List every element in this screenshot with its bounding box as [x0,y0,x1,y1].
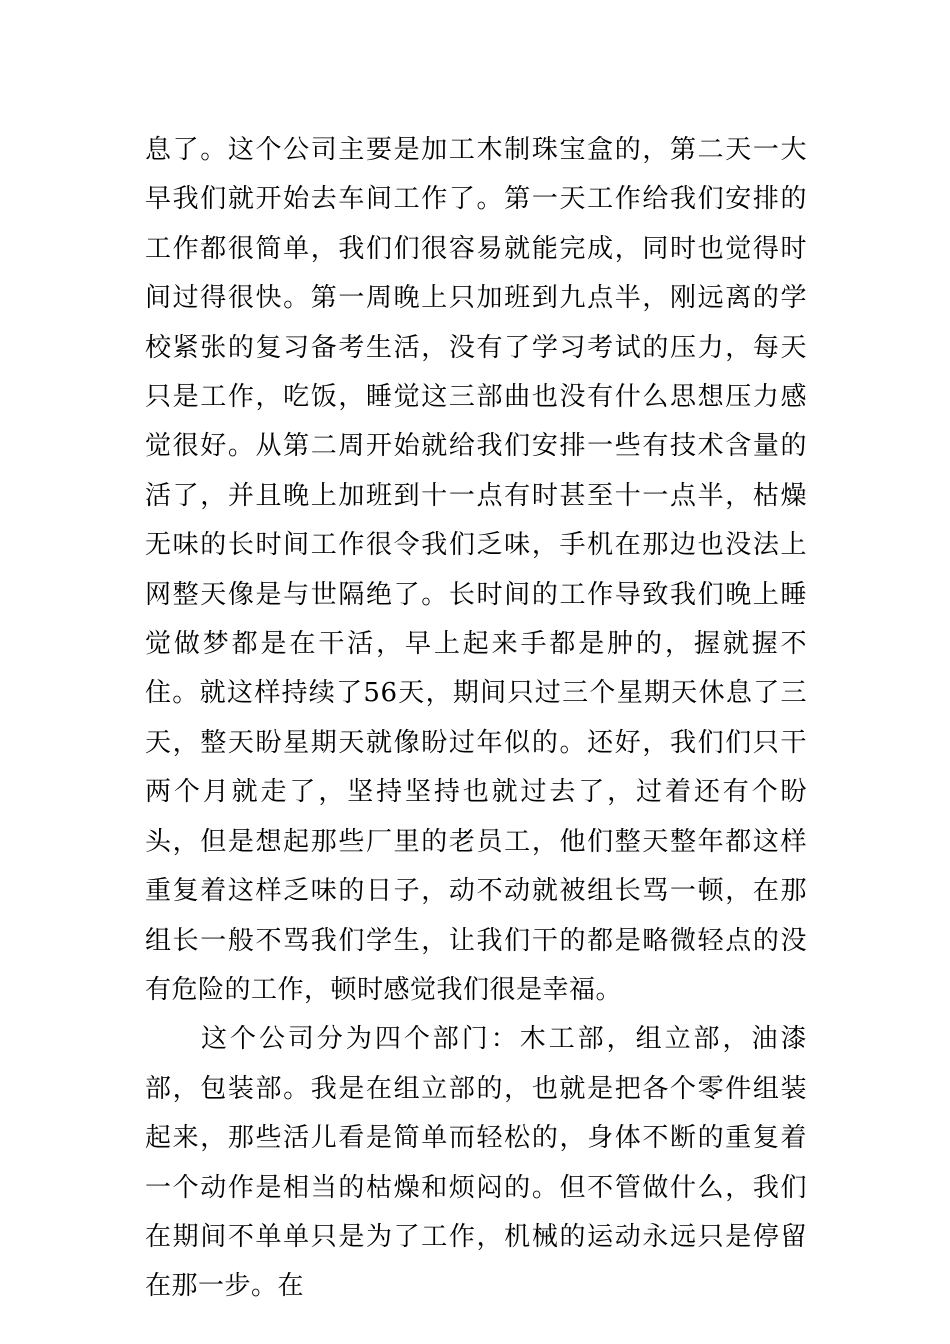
body-text [145,126,807,1312]
paragraph-2: 这个公司分为四个部门：木工部，组立部，油漆部，包装部。我是在组立部的，也就是把各个零件组装起来，那些活儿看是简单而轻松的，身体不断的重复着一个动作是相当的枯燥和烦闷的。但不管做什么，我们在期间不单单只是为了工作，机械的运动永远只是停留在那一步。在 [145,1024,807,1302]
paragraph-1: 息了。这个公司主要是加工木制珠宝盒的，第二天一大早我们就开始去车间工作了。第一天工作给我们安排的工作都很简单，我们们很容易就能完成，同时也觉得时间过得很快。第一周晚上只加班到九点半，刚远离的学校紧张的复习备考生活，没有了学习考试的压力，每天只是工作，吃饭，睡觉这三部曲也没有什么思想压力感觉很好。从第二周开始就给我们安排一些有技术含量的活了，并且晚上加班到十一点有时甚至十一点半，枯燥无味的长时间工作很令我们乏味，手机在那边也没法上网整天像是与世隔绝了。长时间的工作导致我们晚上睡觉做梦都是在干活，早上起来手都是肿的，握就握不住。就这样持续了56天，期间只过三个星期天休息了三天，整天盼星期天就像盼过年似的。还好，我们们只干两个月就走了，坚持坚持也就过去了，过着还有个盼头，但是想起那些厂里的老员工，他们整天整年都这样重复着这样乏味的日子，动不动就被组长骂一顿，在那组长一般不骂我们学生，让我们干的都是略微轻点的没有危险的工作，顿时感觉我们很是幸福。 [145,135,807,1005]
